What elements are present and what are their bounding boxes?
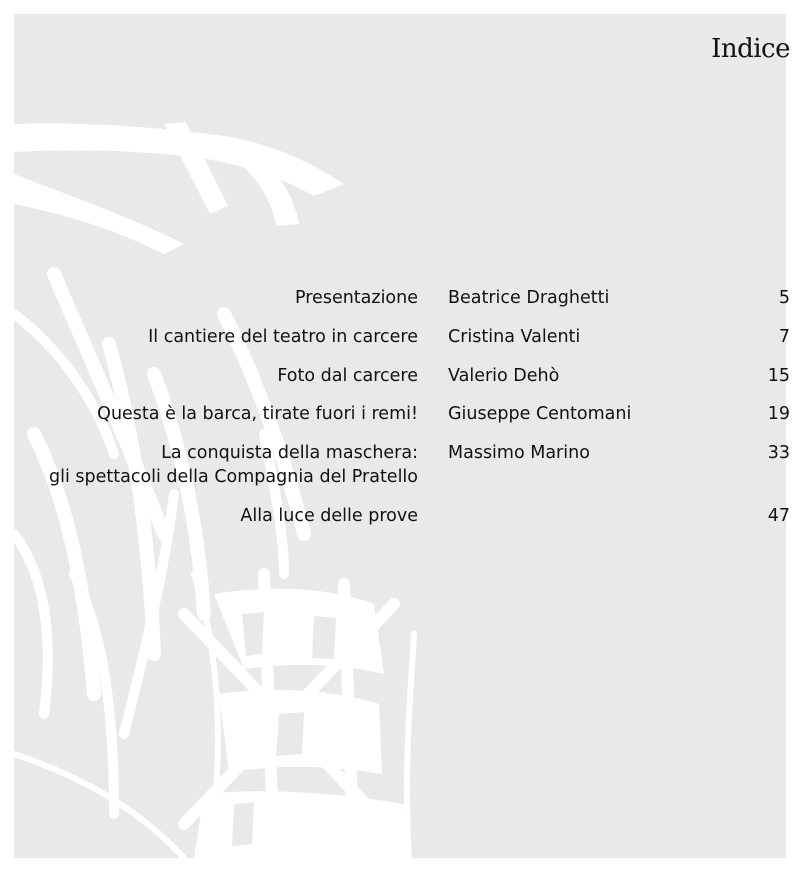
toc-section-title bbox=[0, 441, 418, 489]
toc-section-title bbox=[0, 325, 418, 349]
toc-section-title bbox=[0, 286, 418, 310]
toc-page-number: 5 bbox=[778, 288, 790, 308]
toc-page-number: 19 bbox=[767, 404, 790, 424]
toc-author: Giuseppe Centomani bbox=[448, 404, 632, 424]
toc-section-line: Foto dal carcere bbox=[277, 366, 418, 386]
shadow-pattern-background bbox=[14, 14, 786, 858]
toc-section-line: Il cantiere del teatro in carcere bbox=[148, 327, 418, 347]
toc-section-title bbox=[0, 504, 418, 528]
toc-author: Valerio Dehò bbox=[448, 366, 560, 386]
toc-section-line: Presentazione bbox=[295, 288, 418, 308]
toc-author: Massimo Marino bbox=[448, 443, 590, 463]
toc-section-title bbox=[0, 402, 418, 426]
toc-page-number: 15 bbox=[767, 366, 790, 386]
toc-author: Cristina Valenti bbox=[448, 327, 581, 347]
toc-section-line: gli spettacoli della Compagnia del Pratello bbox=[48, 467, 418, 487]
page-title: Indice bbox=[711, 34, 790, 64]
toc-page-number: 7 bbox=[778, 327, 790, 347]
toc-page-number: 33 bbox=[767, 443, 790, 463]
toc-page-number: 47 bbox=[767, 506, 790, 526]
book-page bbox=[14, 14, 790, 858]
toc-section-title bbox=[0, 364, 418, 388]
toc-section-line: Alla luce delle prove bbox=[240, 506, 418, 526]
toc-section-line: Questa è la barca, tirate fuori i remi! bbox=[97, 404, 418, 424]
toc-author: Beatrice Draghetti bbox=[448, 288, 610, 308]
toc-section-line: La conquista della maschera: bbox=[161, 443, 418, 463]
